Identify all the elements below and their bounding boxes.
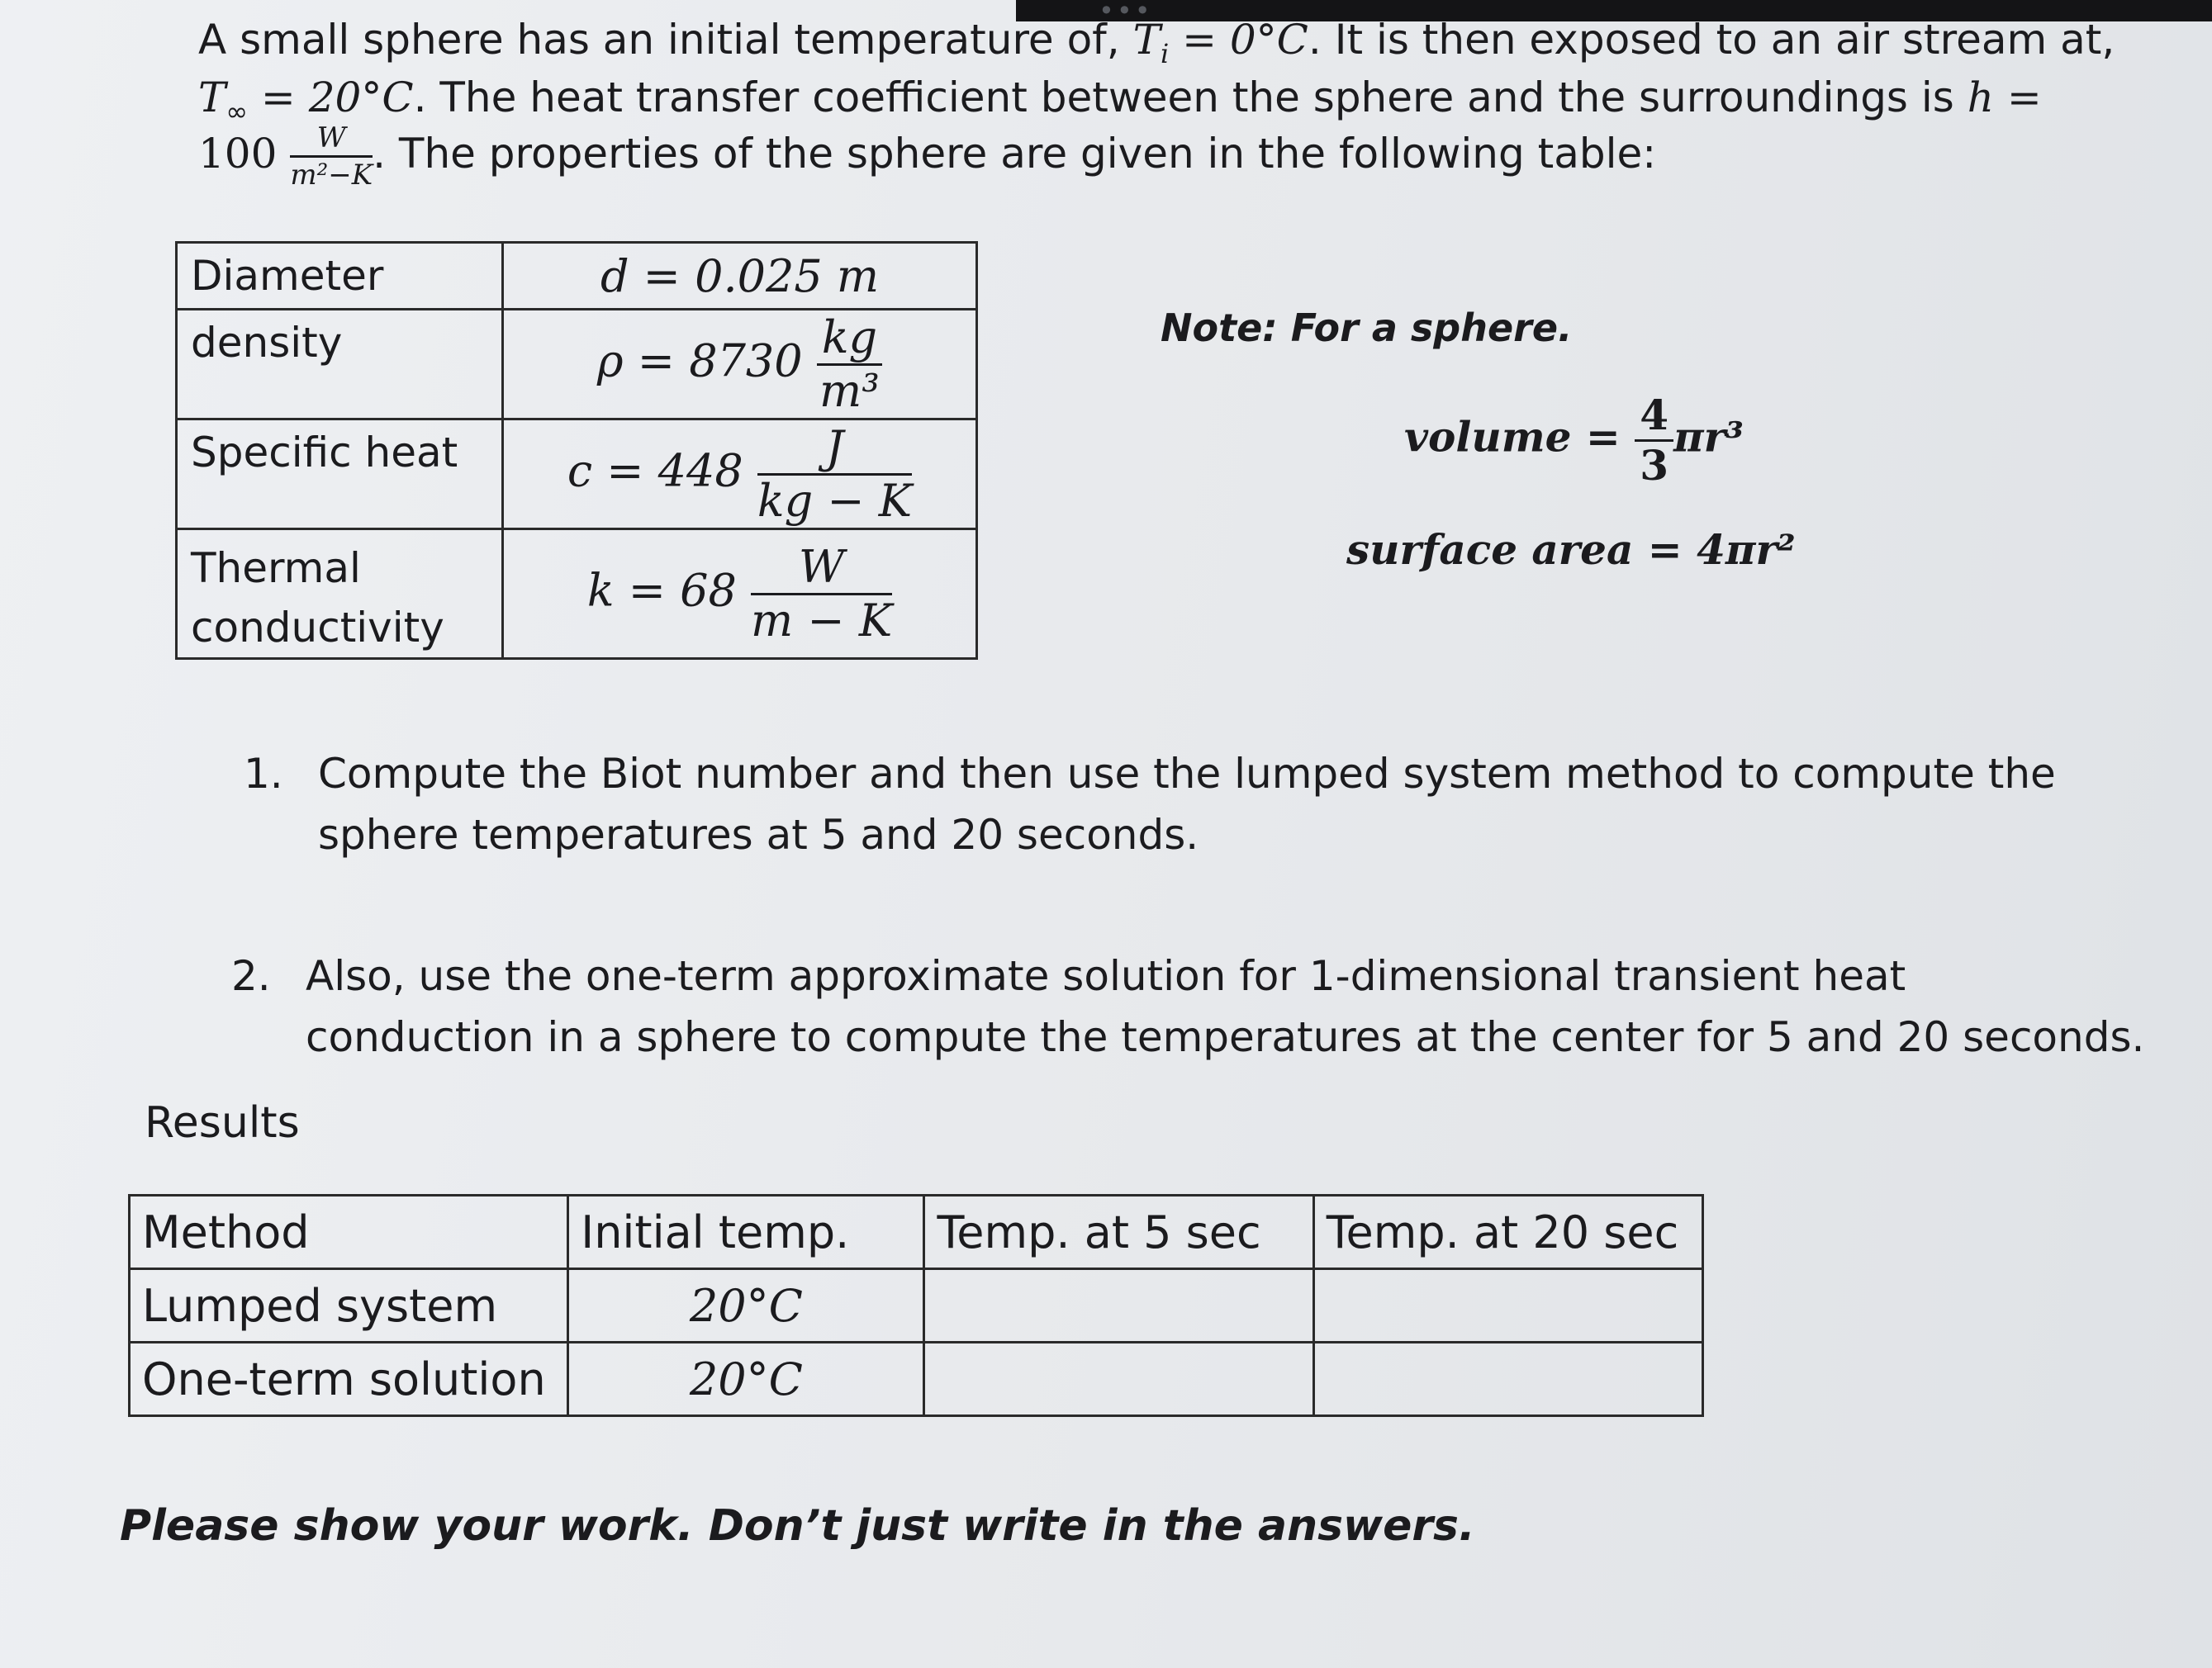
results-heading: Results <box>145 1098 300 1148</box>
question-1: 1. Compute the Biot number and then use the lumped system method to compute the sphere temperatures at 5 and 20 seconds. <box>244 750 2056 859</box>
volume-formula: volume = $\frac{4}{3}$ πr³ <box>1404 391 1744 490</box>
property-label: Specific heat <box>177 419 503 529</box>
table-row <box>177 529 977 659</box>
results-table <box>128 1194 1704 1417</box>
property-label: Diameter <box>177 243 503 310</box>
property-value: d = 0.025 m <box>503 243 977 310</box>
density-unit: $\frac{kg}{\text{m³}}$ <box>817 315 882 414</box>
question-2: 2. Also, use the one-term approximate solution for 1-dimensional transient heat conduction in a sphere to compute the temperatures at the center for 5 and 20 seconds. <box>231 952 2145 1061</box>
intro-line-1: A small sphere has an initial temperature of, $T_i = 0^\circ C$. It is then exposed to an air stream at, <box>198 16 2115 69</box>
note-title: Note: For a sphere. <box>1161 306 1573 350</box>
temp-20s-cell[interactable] <box>1313 1343 1702 1416</box>
intro-line-2: $T_\infty = 20^\circ C$. The heat transfer coefficient between the sphere and the surroundings is h = <box>198 73 2042 127</box>
header-initial-temp: Initial temp. <box>568 1196 924 1269</box>
header-temp-5s: Temp. at 5 sec <box>924 1196 1313 1269</box>
table-row <box>130 1343 1703 1416</box>
property-value: k = 68 $\frac{W}{m - K}$ <box>503 529 977 659</box>
table-row <box>130 1269 1703 1343</box>
h-unit-fraction: $\frac{W}{\text{m²−K}}$ <box>290 121 373 192</box>
footer-instruction: Please show your work. Don’t just write in the answers. <box>120 1501 1475 1551</box>
specific-heat-unit: $\frac{J}{kg - K}$ <box>757 420 913 527</box>
temp-20s-cell[interactable] <box>1313 1269 1702 1343</box>
volume-fraction: $\frac{4}{3}$ <box>1635 395 1673 486</box>
more-dots-icon: ••• <box>1099 0 1153 26</box>
initial-temp-cell: 20°C <box>568 1343 924 1416</box>
property-label: density <box>177 310 503 419</box>
property-value: ρ = 8730 $\frac{kg}{\text{m³}}$ <box>503 310 977 419</box>
temp-5s-cell[interactable] <box>924 1343 1313 1416</box>
table-row <box>177 243 977 310</box>
property-label: Thermal conductivity <box>177 529 503 659</box>
initial-temp-cell: 20°C <box>568 1269 924 1343</box>
property-value: c = 448 $\frac{J}{kg - K}$ <box>503 419 977 529</box>
table-row <box>177 310 977 419</box>
temp-5s-cell[interactable] <box>924 1269 1313 1343</box>
properties-table <box>175 241 978 660</box>
method-cell: Lumped system <box>130 1269 568 1343</box>
table-header-row <box>130 1196 1703 1269</box>
header-method: Method <box>130 1196 568 1269</box>
intro-line-3: 100 $\frac{W}{\text{m²−K}}$ . The properties of the sphere are given in the following table: <box>198 121 1657 192</box>
surface-area-formula: surface area = 4πr² <box>1346 525 1796 574</box>
header-temp-20s: Temp. at 20 sec <box>1313 1196 1702 1269</box>
method-cell: One-term solution <box>130 1343 568 1416</box>
table-row <box>177 419 977 529</box>
conductivity-unit: $\frac{W}{m - K}$ <box>751 540 893 647</box>
